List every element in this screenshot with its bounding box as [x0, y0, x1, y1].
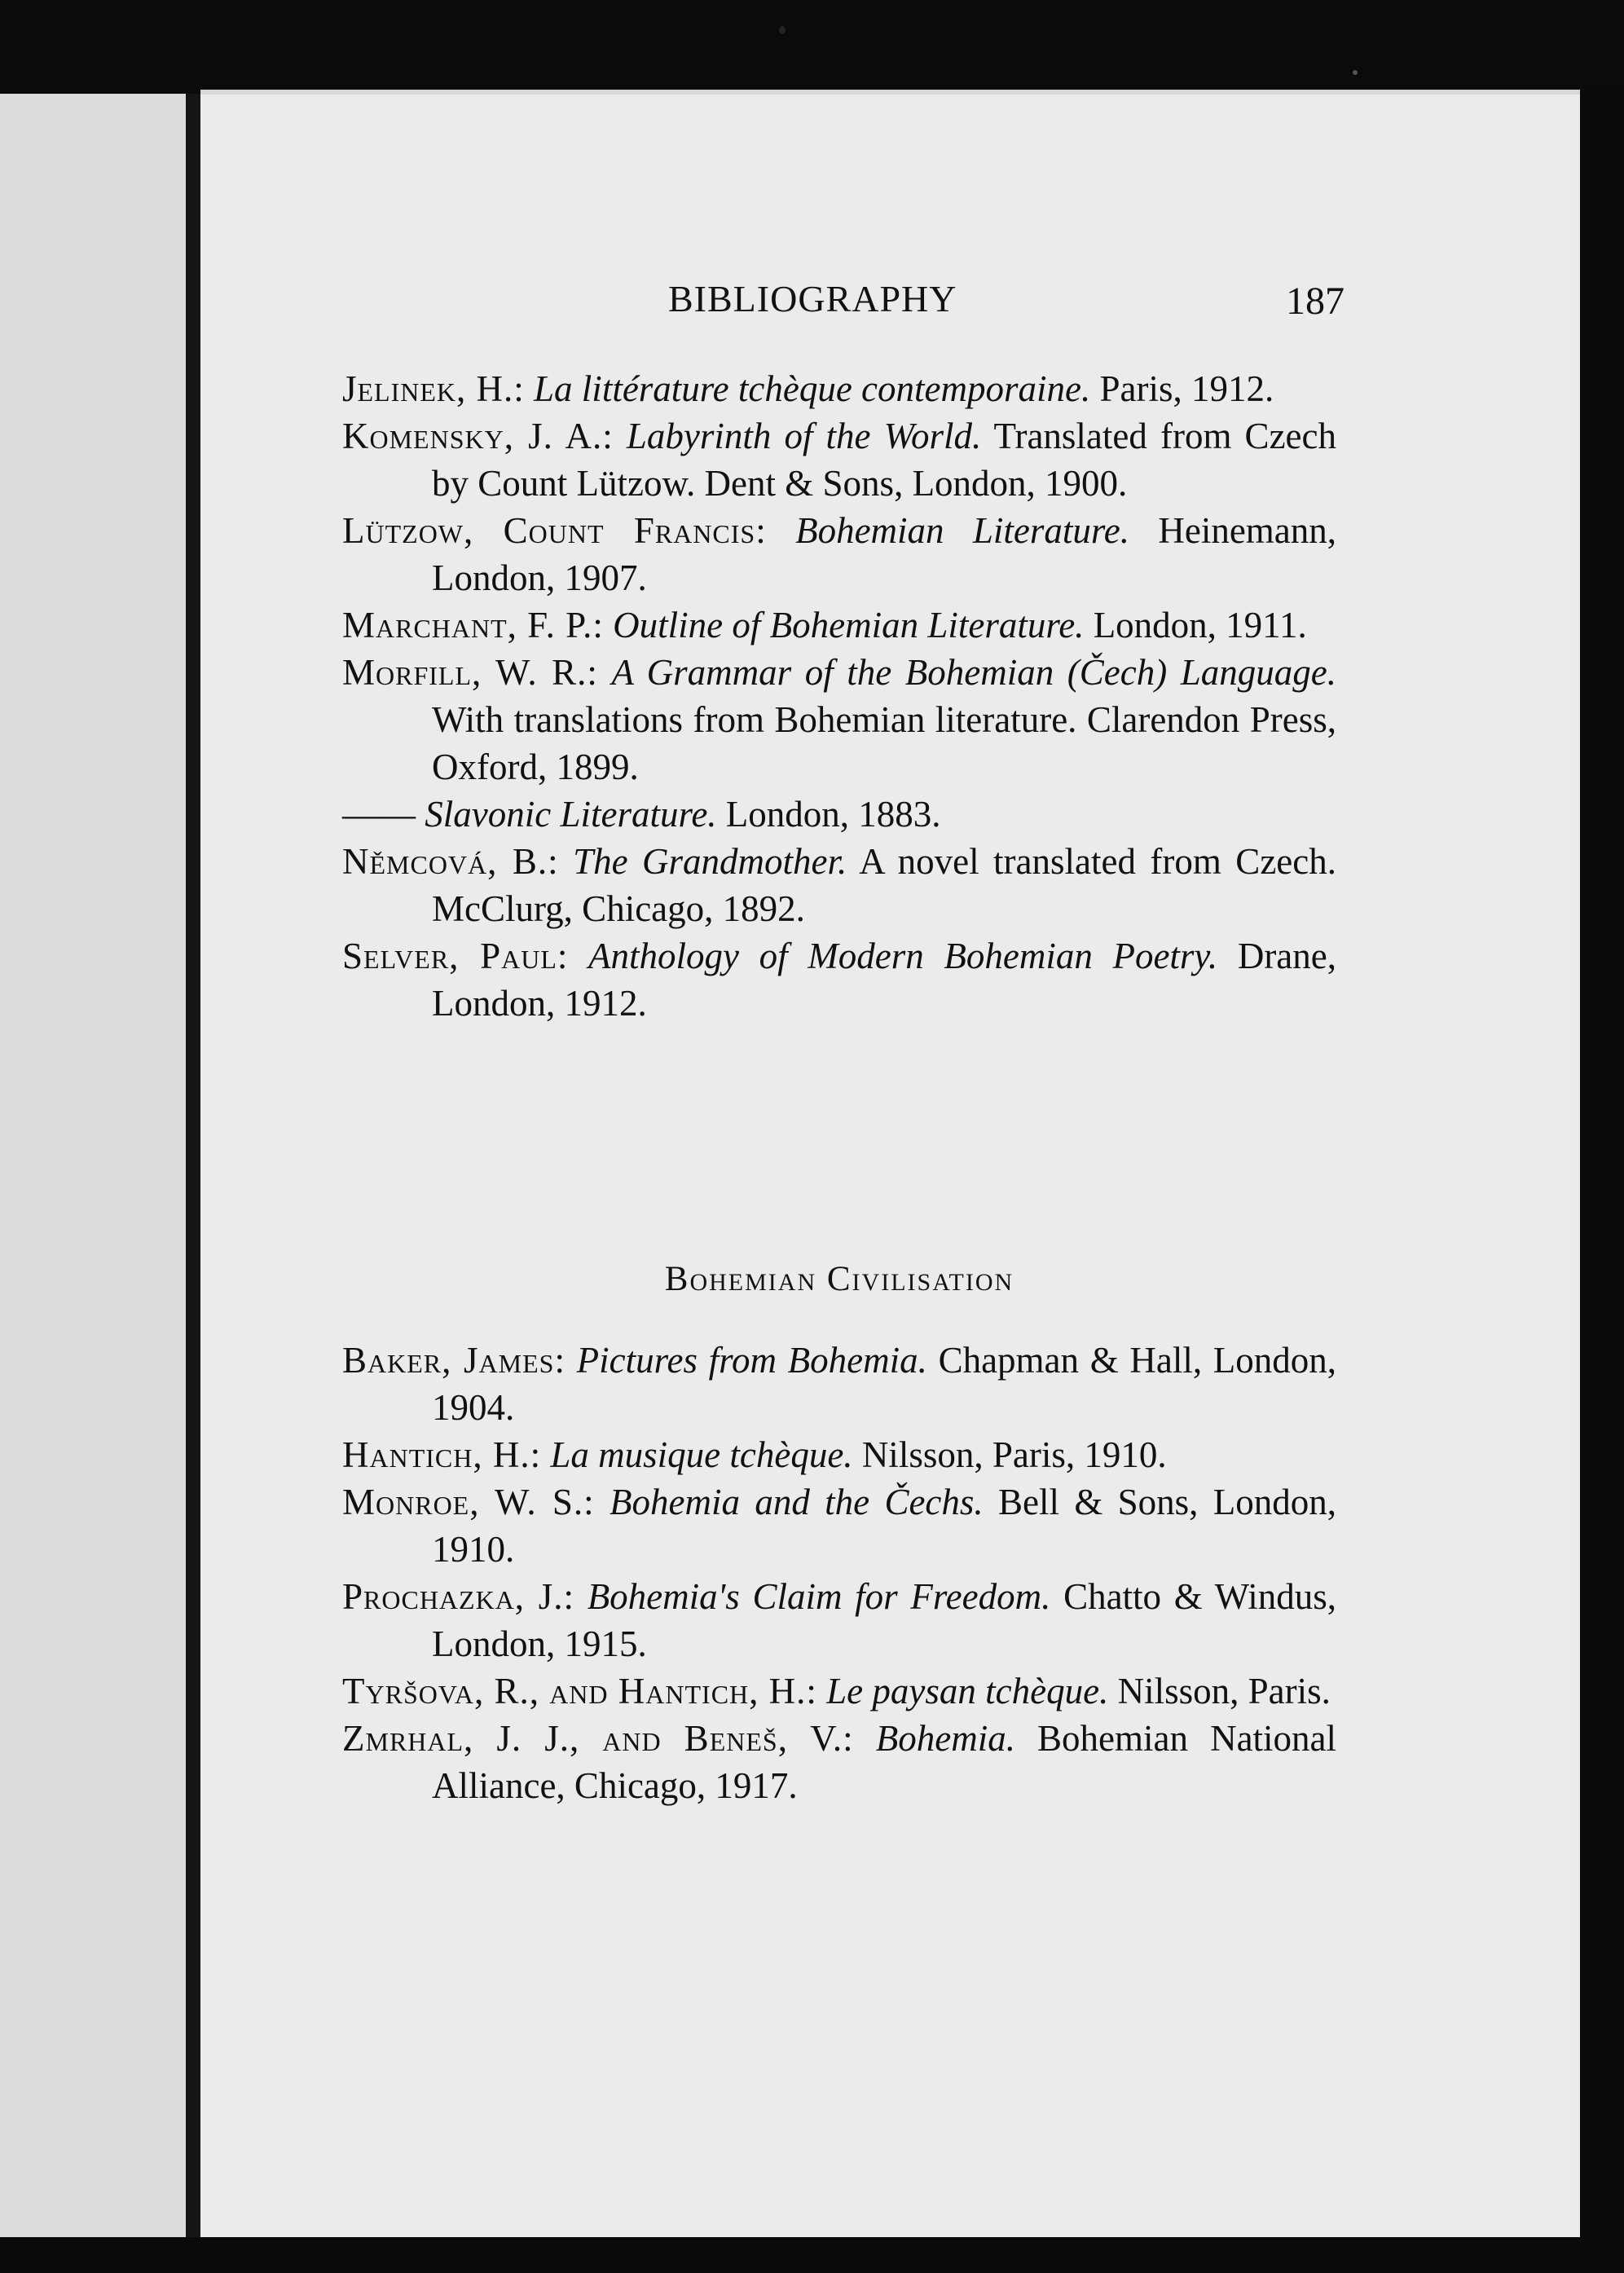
running-head: BIBLIOGRAPHY	[668, 278, 957, 319]
facing-page-edge	[0, 94, 196, 2237]
entry-details: Bell & Sons, London, 1910.	[432, 1482, 1336, 1570]
section-heading: Bohemian Civilisation	[664, 1260, 1014, 1298]
entry-title: Labyrinth of the World.	[626, 416, 982, 456]
entry-title: Slavonic Literature.	[425, 794, 717, 835]
entry-title: Le paysan tchèque.	[826, 1671, 1109, 1711]
entry-details: Bohemian National Alliance, Chicago, 1917.	[432, 1718, 1337, 1806]
entry-details: Nilsson, Paris.	[1117, 1671, 1331, 1711]
entry-author: Zmrhal, J. J., and Beneš, V.:	[342, 1718, 854, 1759]
bib-entry	[342, 1715, 1336, 1809]
entry-details: Nilsson, Paris, 1910.	[861, 1434, 1167, 1475]
entry-author: Marchant, F. P.:	[342, 605, 604, 645]
entry-title: Pictures from Bohemia.	[576, 1340, 927, 1381]
entry-author: Němcová, B.:	[342, 841, 559, 882]
entry-details: Chapman & Hall, London, 1904.	[432, 1340, 1337, 1428]
entry-title: La musique tchèque.	[550, 1434, 853, 1475]
entry-title: The Grandmother.	[573, 841, 847, 882]
entry-details: A novel translated from Czech. McClurg, Chicago, 1892.	[432, 841, 1336, 929]
bib-entry	[342, 1667, 1336, 1715]
bib-entry	[342, 838, 1336, 932]
entry-author: Hantich, H.:	[342, 1434, 542, 1475]
entry-details: With translations from Bohemian literature. Clarendon Press, Oxford, 1899.	[432, 699, 1336, 787]
entry-author: Selver, Paul:	[342, 936, 569, 976]
entry-author: Komensky, J. A.:	[342, 416, 614, 456]
entry-author: Baker, James:	[342, 1340, 566, 1381]
entry-details: Drane, London, 1912.	[432, 936, 1337, 1024]
bib-entry	[342, 365, 1336, 412]
entry-details: Chatto & Windus, London, 1915.	[432, 1576, 1337, 1664]
entry-title: La littérature tchèque contemporaine.	[534, 368, 1091, 409]
bib-entry	[342, 1478, 1336, 1573]
scan-border-right	[1580, 90, 1624, 2273]
scan-border-top	[0, 0, 1624, 98]
bib-entry	[342, 1431, 1336, 1478]
entry-author: Jelinek, H.:	[342, 368, 525, 409]
bib-entry	[342, 412, 1336, 507]
entry-title: A Grammar of the Bohemian (Čech) Language.	[611, 652, 1337, 693]
entry-title: Bohemia and the Čechs.	[610, 1482, 984, 1522]
bib-entry	[342, 1573, 1336, 1667]
scan-speck	[779, 26, 786, 34]
entry-title: Bohemian Literature.	[795, 510, 1129, 551]
bibliography-literature	[342, 365, 1336, 1027]
bib-entry	[342, 791, 1336, 838]
scan-speck	[1353, 70, 1358, 75]
page-number: 187	[1286, 280, 1345, 323]
page-gutter-shadow	[186, 94, 200, 2237]
bib-entry	[342, 649, 1336, 791]
entry-author: Monroe, W. S.:	[342, 1482, 595, 1522]
entry-title: Bohemia.	[875, 1718, 1015, 1759]
entry-details: London, 1883.	[725, 794, 941, 835]
entry-author: Morfill, W. R.:	[342, 652, 598, 693]
entry-title: Anthology of Modern Bohemian Poetry.	[588, 936, 1218, 976]
entry-title: Bohemia's Claim for Freedom.	[587, 1576, 1051, 1617]
entry-author: Prochazka, J.:	[342, 1576, 574, 1617]
bibliography-civilisation	[342, 1337, 1336, 1809]
entry-details: Heinemann, London, 1907.	[432, 510, 1337, 598]
entry-details: Paris, 1912.	[1099, 368, 1274, 409]
entry-details: London, 1911.	[1093, 605, 1307, 645]
entry-author: Tyršova, R., and Hantich, H.:	[342, 1671, 817, 1711]
bib-entry	[342, 1337, 1336, 1431]
bib-entry	[342, 507, 1336, 601]
entry-details: Translated from Czech by Count Lützow. Dent & Sons, London, 1900.	[432, 416, 1336, 504]
entry-author: Lützow, Count Francis:	[342, 510, 767, 551]
page-header	[668, 277, 1345, 334]
entry-title: Outline of Bohemian Literature.	[613, 605, 1085, 645]
scan-border-bottom	[0, 2237, 1624, 2273]
bib-entry	[342, 601, 1336, 649]
bib-entry	[342, 932, 1336, 1027]
entry-author-dash: ——	[342, 794, 416, 835]
